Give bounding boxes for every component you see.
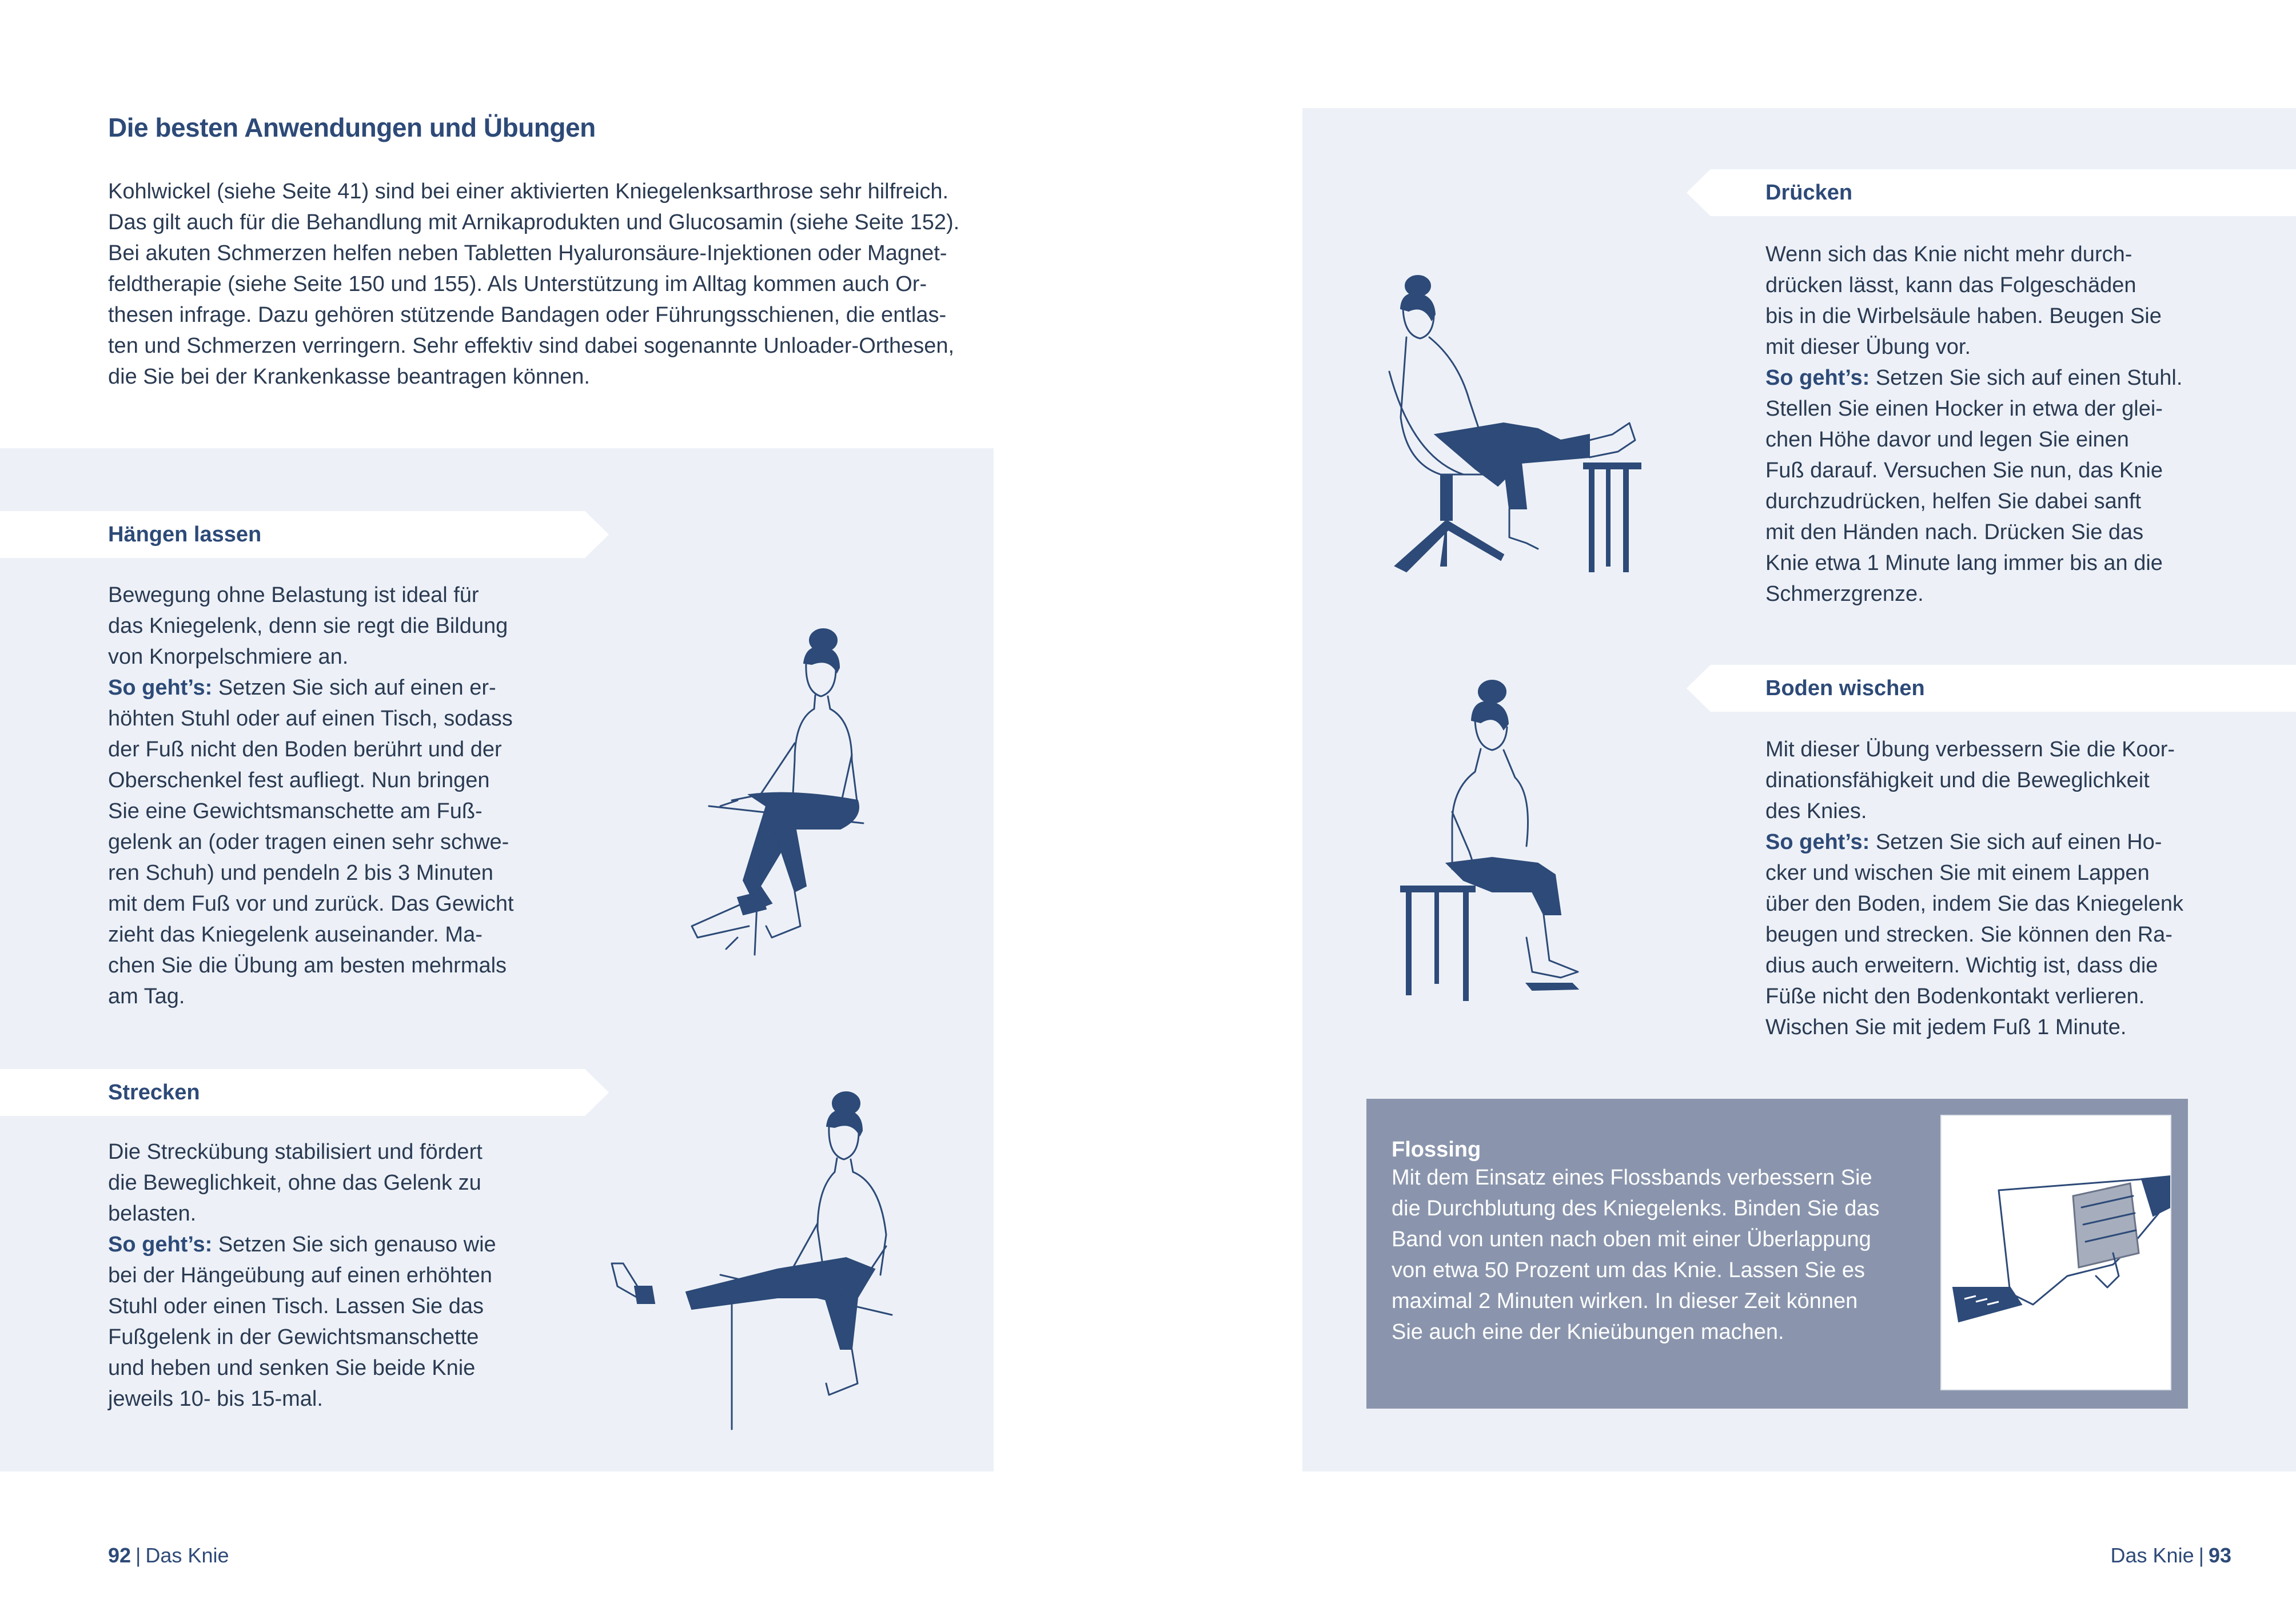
text-boden: Mit dieser Übung verbessern Sie die Koor- dinationsfähigkeit und die Beweglichkeit des Knies. So geht’s: Setzen Sie sich auf einen Ho- cker und wischen Sie mit einem Lappen über den Boden, indem Sie das Kniegelenk beugen und strecken. Sie können den Ra- dius auch erweitern. Wichtig ist, dass die Füße nicht den Bodenkontakt verlieren. Wischen Sie mit jedem Fuß 1 Minute. — [1765, 737, 2183, 1039]
footer-right: Das Knie | 93 — [2110, 1544, 2231, 1567]
title-strecken: Strecken — [108, 1080, 200, 1104]
flossing-title: Flossing — [1392, 1138, 1481, 1162]
intro-paragraph: Kohlwickel (siehe Seite 41) sind bei einer aktivierten Kniegelenksarthrose sehr hilfreich. Das gilt auch für die Behandlung mit Arnikaprodukten und Glucosamin (siehe Seite 152). Bei akuten Schmerzen helfen neben Tabletten Hyaluronsäure-Injektionen oder Magnet- feldtherapie (siehe Seite 150 und 155). Als Unterstützung im Alltag kommen auch Or- thesen infrage. Dazu gehören stützende Bandagen oder Führungsschienen, die entlas- ten und Schmerzen verringern. Sehr effektiv sind dabei sogenannte Unloader-Orthesen, die Sie bei der Krankenkasse beantragen können. — [108, 180, 960, 389]
chapter-label-right: Das Knie — [2110, 1544, 2194, 1567]
chapter-label-left: Das Knie — [145, 1544, 229, 1567]
banner-haengen — [0, 511, 609, 558]
so-gehts-label: So geht’s: — [1765, 830, 1870, 854]
text-haengen: Bewegung ohne Belastung ist ideal für das Kniegelenk, denn sie regt die Bildung von Knorpelschmiere an. So geht’s: Setzen Sie sich auf einen er- höhten Stuhl oder auf einen Tisch, sodass der Fuß nicht den Boden berührt und der Oberschenkel fest aufliegt. Nun bringen Sie eine Gewichtsmanschette am Fuß- gelenk an (oder tragen einen sehr schwe- ren Schuh) und pendeln 2 bis 3 Minuten mit dem Fuß vor und zurück. Das Gewicht zieht das Kniegelenk auseinander. Ma- chen Sie die Übung am besten mehrmals am Tag. — [108, 583, 514, 1008]
banner-strecken — [0, 1069, 609, 1116]
page-number-right: 93 — [2208, 1544, 2231, 1567]
so-gehts-label: So geht’s: — [1765, 366, 1870, 390]
illustration-haengen — [623, 617, 886, 972]
title-boden: Boden wischen — [1765, 676, 1925, 700]
so-gehts-label: So geht’s: — [108, 676, 213, 700]
footer-left: 92 | Das Knie — [108, 1544, 229, 1567]
title-haengen: Hängen lassen — [108, 523, 262, 547]
illustration-strecken — [606, 1086, 926, 1441]
page-heading: Die besten Anwendungen und Übungen — [108, 113, 596, 142]
text-druecken: Wenn sich das Knie nicht mehr durch- drücken lässt, kann das Folgeschäden bis in die Wirbelsäule haben. Beugen Sie mit dieser Übung vor. So geht’s: Setzen Sie sich auf einen Stuhl. Stellen Sie einen Hocker in etwa der glei- chen Höhe davor und legen Sie einen Fuß darauf. Versuchen Sie nun, das Knie durchzudrücken, helfen Sie dabei sanft mit den Händen nach. Drücken Sie das Knie etwa 1 Minute lang immer bis an die Schmerzgrenze. — [1765, 242, 2183, 606]
illustration-druecken — [1372, 269, 1704, 577]
text-strecken: Die Streckübung stabilisiert und fördert die Beweglichkeit, ohne das Gelenk zu belasten. So geht’s: Setzen Sie sich genauso wie bei der Hängeübung auf einen erhöhten Stuhl oder einen Tisch. Lassen Sie das Fußgelenk in der Gewichtsmanschette und heben und senken Sie beide Knie jeweils 10- bis 15-mal. — [108, 1140, 496, 1411]
so-gehts-label: So geht’s: — [108, 1233, 213, 1257]
illustration-boden — [1389, 675, 1698, 1018]
knee-flossband-illustration — [1942, 1116, 2170, 1389]
flossing-image — [1940, 1115, 2171, 1390]
title-druecken: Drücken — [1765, 181, 1853, 205]
page-number-left: 92 — [108, 1544, 131, 1567]
flossing-text: Mit dem Einsatz eines Flossbands verbessern Sie die Durchblutung des Kniegelenks. Binden Sie das Band von unten nach oben mit einer Überlappung von etwa 50 Prozent um das Knie. Lassen Sie es maximal 2 Minuten wirken. In dieser Zeit können Sie auch eine der Knieübungen machen. — [1392, 1166, 1880, 1344]
